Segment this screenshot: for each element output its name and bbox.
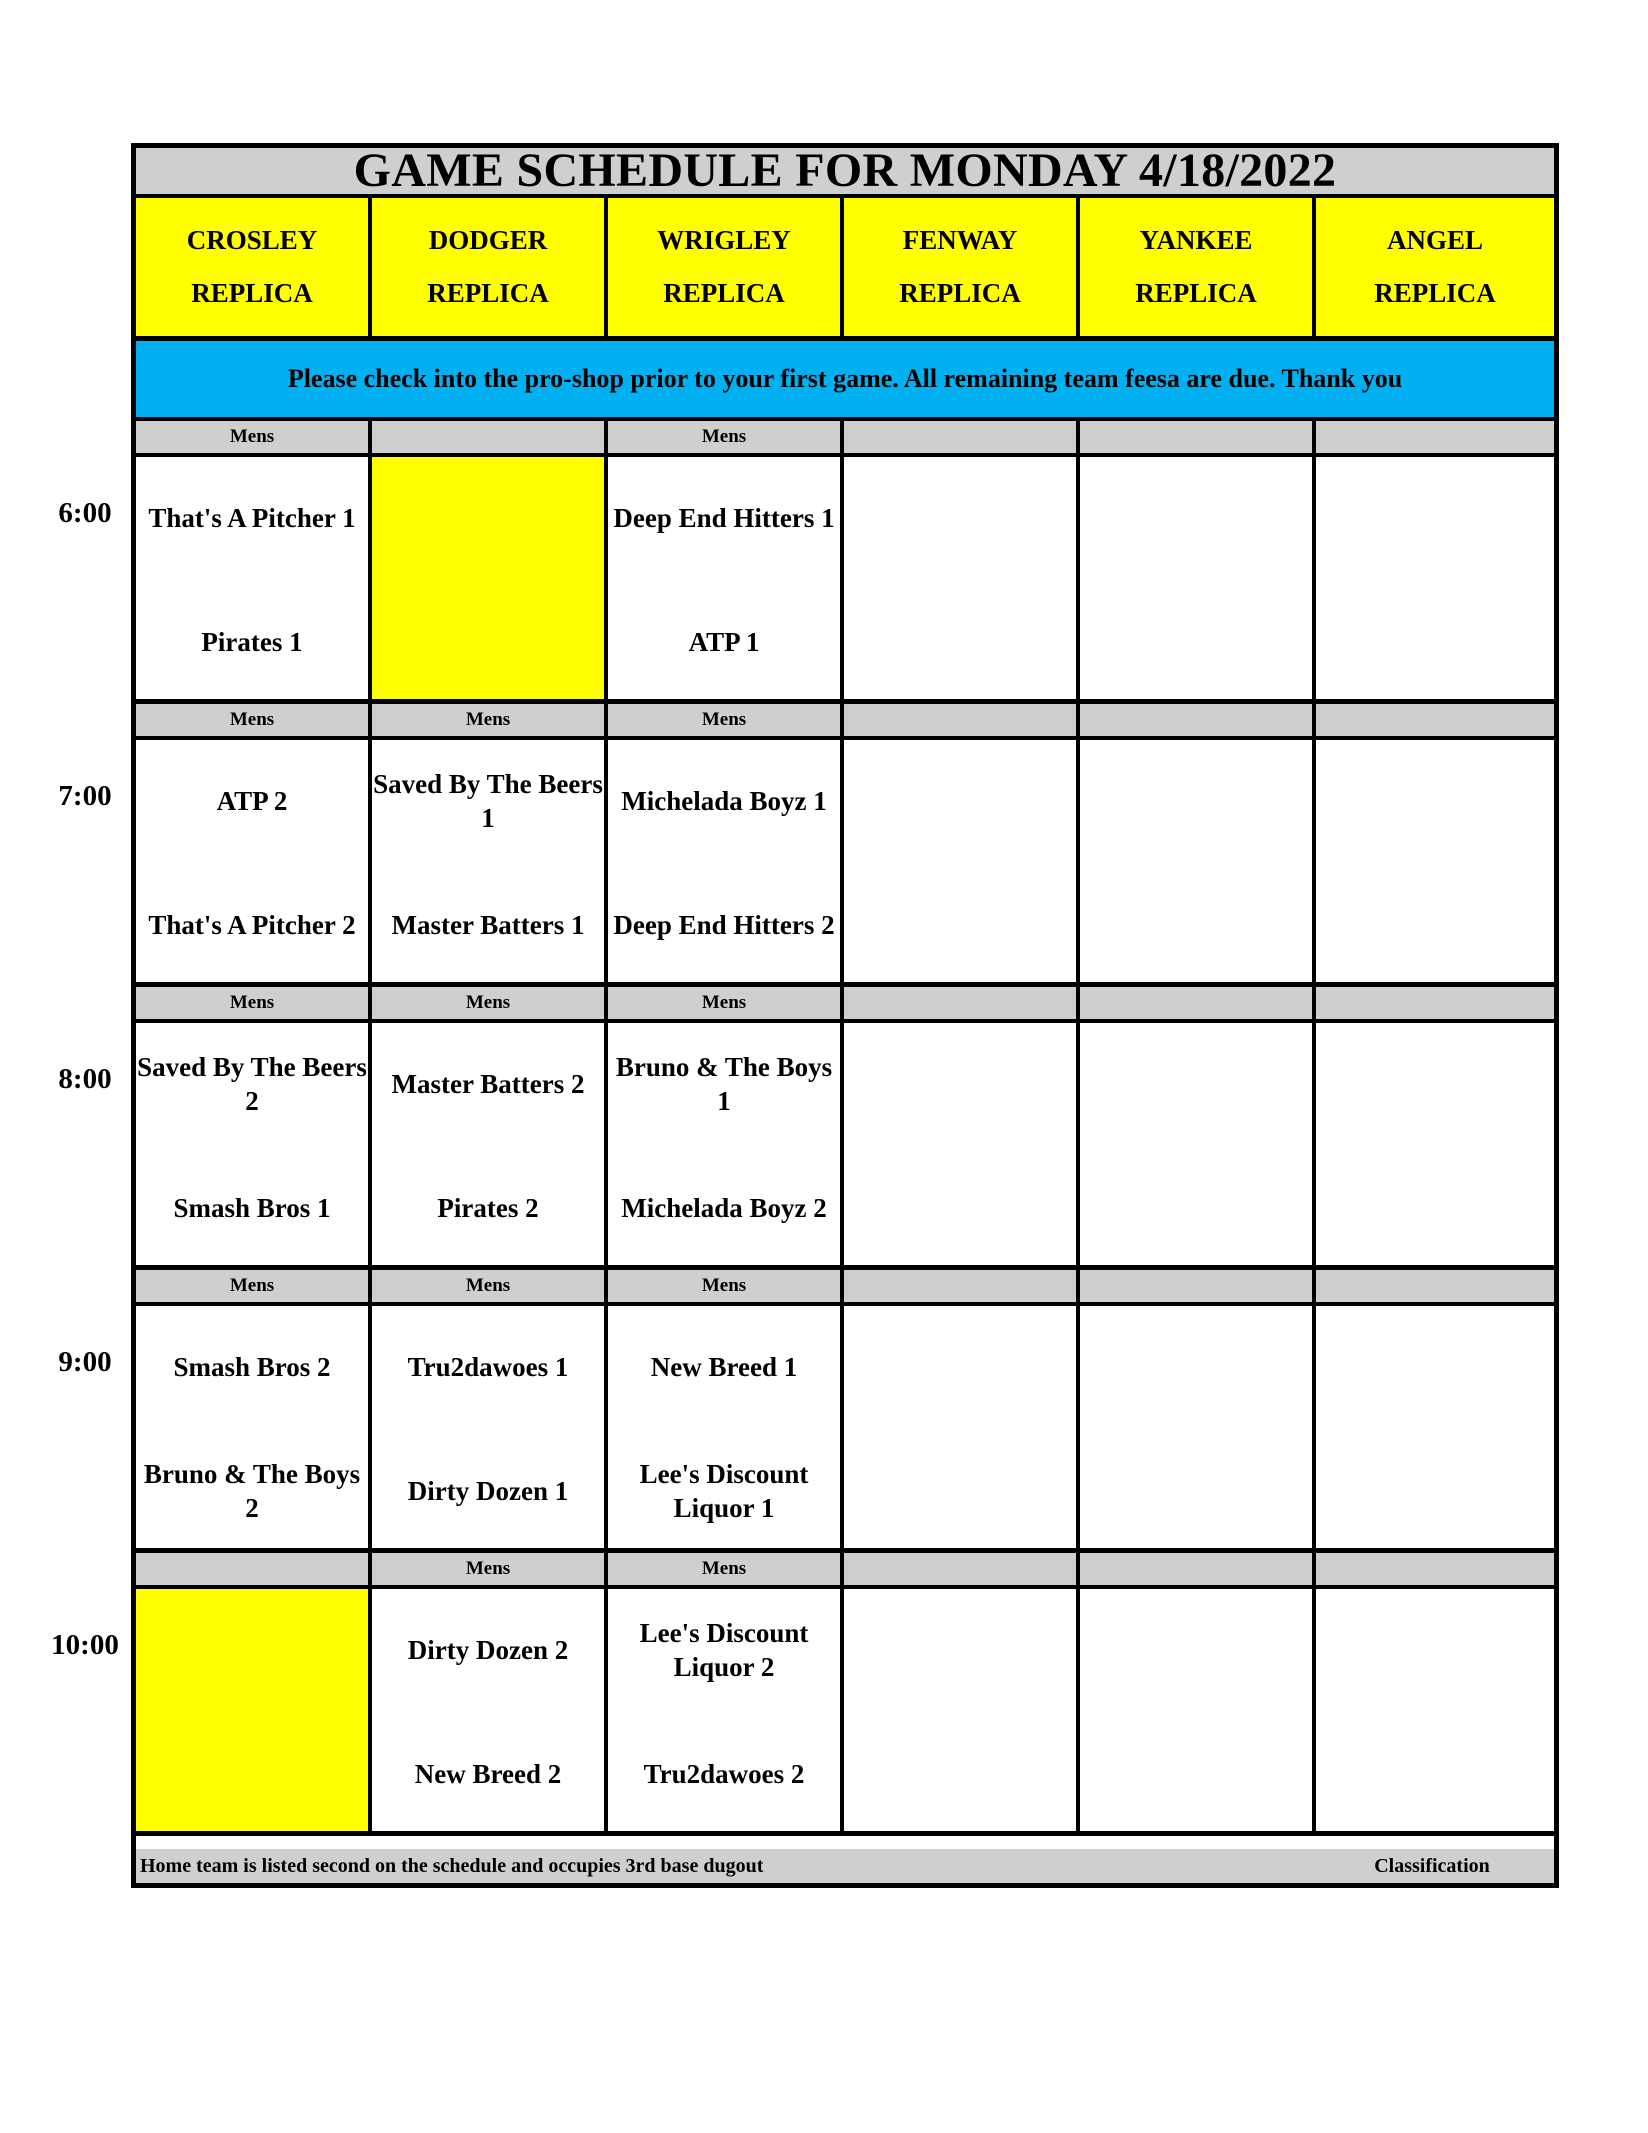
visiting-team — [1080, 746, 1312, 856]
field-header-dodger — [372, 198, 608, 336]
visiting-team — [1316, 746, 1554, 856]
classification-cell — [1316, 704, 1554, 736]
classification-cell: Mens — [608, 1270, 844, 1302]
home-team — [844, 587, 1076, 697]
home-team — [136, 870, 368, 980]
classification-cell — [372, 421, 608, 453]
visiting-team — [844, 746, 1076, 856]
time-slot — [136, 1270, 1554, 1553]
game-cell — [844, 1589, 1080, 1831]
game-cell — [1316, 740, 1554, 982]
visiting-team — [136, 463, 368, 573]
visiting-team — [136, 1595, 368, 1705]
visiting-team-name: Saved By The Beers 2 — [137, 1052, 367, 1116]
game-cell — [372, 1023, 608, 1265]
home-team — [1316, 870, 1554, 980]
home-team — [608, 870, 840, 980]
home-team — [844, 1153, 1076, 1263]
visiting-team — [1316, 1595, 1554, 1705]
visiting-team — [136, 1312, 368, 1422]
visiting-team — [1080, 1595, 1312, 1705]
games-row — [136, 740, 1554, 987]
field-header-wrigley — [608, 198, 844, 336]
classification-cell: Mens — [608, 704, 844, 736]
field-header-yankee — [1080, 198, 1316, 336]
game-cell — [136, 457, 372, 699]
classification-cell: Mens — [608, 421, 844, 453]
visiting-team — [372, 1312, 604, 1422]
field-name: CROSLEY — [186, 225, 318, 255]
games-row — [136, 457, 1554, 704]
game-cell — [372, 740, 608, 982]
games-row — [136, 1023, 1554, 1270]
schedule-sheet — [131, 143, 1559, 1888]
visiting-team — [1080, 463, 1312, 573]
time-slot — [136, 421, 1554, 704]
game-cell — [136, 1589, 372, 1831]
game-cell — [1316, 457, 1554, 699]
game-cell — [844, 457, 1080, 699]
classification-cell: Mens — [372, 704, 608, 736]
home-team — [608, 1153, 840, 1263]
game-cell — [1080, 1023, 1316, 1265]
games-row — [136, 1589, 1554, 1836]
classification-row — [136, 1270, 1554, 1306]
home-team — [1080, 587, 1312, 697]
time-label: 6:00 — [58, 497, 112, 529]
home-team — [1080, 1153, 1312, 1263]
home-team — [372, 870, 604, 980]
field-name: DODGER — [428, 225, 548, 255]
classification-cell — [844, 1553, 1080, 1585]
classification-cell — [1080, 421, 1316, 453]
home-team — [1316, 1153, 1554, 1263]
home-team — [372, 587, 604, 697]
visiting-team-name: Michelada Boyz 1 — [621, 786, 827, 816]
game-cell — [372, 1306, 608, 1548]
visiting-team — [608, 1595, 840, 1705]
game-cell — [1080, 457, 1316, 699]
game-cell — [608, 1589, 844, 1831]
visiting-team-name: That's A Pitcher 1 — [148, 503, 356, 533]
visiting-team — [1080, 1312, 1312, 1422]
classification-cell: Mens — [372, 1553, 608, 1585]
classification-cell — [1316, 987, 1554, 1019]
home-team-name: Master Batters 1 — [391, 910, 585, 940]
classification-cell: Mens — [136, 987, 372, 1019]
visiting-team — [372, 463, 604, 573]
home-team — [1316, 1719, 1554, 1829]
visiting-team — [608, 746, 840, 856]
title-bar — [136, 144, 1554, 198]
classification-cell — [1080, 1270, 1316, 1302]
visiting-team-name: Tru2dawoes 1 — [407, 1352, 569, 1382]
visiting-team — [844, 463, 1076, 573]
classification-cell — [1316, 1553, 1554, 1585]
classification-cell: Mens — [608, 987, 844, 1019]
game-cell — [608, 1023, 844, 1265]
field-name: ANGEL — [1386, 225, 1484, 255]
classification-cell — [844, 1270, 1080, 1302]
classification-cell: Mens — [372, 987, 608, 1019]
game-cell — [136, 1306, 372, 1548]
home-team — [136, 1153, 368, 1263]
game-cell — [844, 1023, 1080, 1265]
game-cell — [136, 740, 372, 982]
visiting-team — [1316, 463, 1554, 573]
game-cell — [1316, 1023, 1554, 1265]
game-cell — [1316, 1589, 1554, 1831]
field-name: WRIGLEY — [657, 225, 791, 255]
field-type: REPLICA — [1135, 278, 1257, 308]
game-cell — [1080, 1589, 1316, 1831]
field-type: REPLICA — [1374, 278, 1496, 308]
visiting-team — [844, 1595, 1076, 1705]
game-cell — [844, 740, 1080, 982]
home-team-name: Smash Bros 1 — [173, 1193, 331, 1223]
game-cell — [372, 457, 608, 699]
classification-cell — [844, 421, 1080, 453]
visiting-team-name: Lee's Discount Liquor 2 — [639, 1618, 809, 1682]
visiting-team — [136, 746, 368, 856]
classification-cell: Mens — [608, 1553, 844, 1585]
visiting-team-name: New Breed 1 — [650, 1352, 798, 1382]
game-cell — [608, 740, 844, 982]
field-name: YANKEE — [1139, 225, 1253, 255]
classification-cell — [844, 704, 1080, 736]
visiting-team — [608, 1312, 840, 1422]
home-team — [1080, 1436, 1312, 1546]
home-team — [372, 1436, 604, 1546]
page-title: GAME SCHEDULE FOR MONDAY 4/18/2022 — [353, 144, 1337, 197]
home-team — [1316, 1436, 1554, 1546]
home-team — [1080, 1719, 1312, 1829]
time-slot — [136, 987, 1554, 1270]
time-label: 8:00 — [58, 1063, 112, 1095]
classification-row — [136, 704, 1554, 740]
classification-row — [136, 421, 1554, 457]
home-team — [608, 587, 840, 697]
classification-row — [136, 1553, 1554, 1589]
home-team-name: Tru2dawoes 2 — [643, 1759, 805, 1789]
field-header-angel — [1316, 198, 1554, 336]
field-type: REPLICA — [427, 278, 549, 308]
game-cell — [1080, 740, 1316, 982]
classification-cell — [1316, 421, 1554, 453]
visiting-team — [372, 1029, 604, 1139]
footer-note: Home team is listed second on the schedule and occupies 3rd base dugout — [140, 1854, 764, 1877]
visiting-team — [136, 1029, 368, 1139]
time-slot — [136, 1553, 1554, 1836]
visiting-team — [372, 1595, 604, 1705]
visiting-team-name: Deep End Hitters 1 — [613, 503, 835, 533]
visiting-team-name: Smash Bros 2 — [173, 1352, 331, 1382]
field-header-fenway — [844, 198, 1080, 336]
home-team-name: Bruno & The Boys 2 — [143, 1459, 361, 1523]
game-cell — [608, 457, 844, 699]
home-team-name: Lee's Discount Liquor 1 — [639, 1459, 809, 1523]
home-team-name: Dirty Dozen 1 — [407, 1476, 569, 1506]
time-label: 10:00 — [51, 1629, 119, 1661]
field-type: REPLICA — [899, 278, 1021, 308]
visiting-team — [608, 463, 840, 573]
classification-cell — [1080, 1553, 1316, 1585]
home-team — [844, 870, 1076, 980]
visiting-team — [844, 1029, 1076, 1139]
visiting-team — [372, 746, 604, 856]
classification-cell — [1080, 704, 1316, 736]
classification-cell — [136, 1553, 372, 1585]
home-team-name: New Breed 2 — [414, 1759, 562, 1789]
home-team — [1316, 587, 1554, 697]
classification-cell — [1080, 987, 1316, 1019]
classification-label: Classification — [1374, 1854, 1490, 1877]
field-type: REPLICA — [191, 278, 313, 308]
classification-cell: Mens — [136, 704, 372, 736]
home-team — [136, 1436, 368, 1546]
footer-bar — [136, 1849, 1554, 1883]
visiting-team — [608, 1029, 840, 1139]
home-team-name: ATP 1 — [688, 627, 760, 657]
field-type: REPLICA — [663, 278, 785, 308]
visiting-team — [1316, 1312, 1554, 1422]
home-team — [1080, 870, 1312, 980]
home-team-name: Deep End Hitters 2 — [613, 910, 835, 940]
time-slot — [136, 704, 1554, 987]
visiting-team-name: ATP 2 — [216, 786, 288, 816]
time-label: 7:00 — [58, 780, 112, 812]
field-header-crosley — [136, 198, 372, 336]
classification-cell: Mens — [372, 1270, 608, 1302]
visiting-team-name: Bruno & The Boys 1 — [615, 1052, 833, 1116]
visiting-team — [1316, 1029, 1554, 1139]
home-team-name: Pirates 1 — [201, 627, 303, 657]
game-cell — [1316, 1306, 1554, 1548]
classification-cell: Mens — [136, 1270, 372, 1302]
classification-cell — [844, 987, 1080, 1019]
home-team — [136, 1719, 368, 1829]
home-team — [136, 587, 368, 697]
visiting-team — [1080, 1029, 1312, 1139]
notice-text: Please check into the pro-shop prior to your first game. All remaining team feesa are due. Thank you — [287, 364, 1403, 393]
visiting-team-name: Master Batters 2 — [391, 1069, 585, 1099]
game-cell — [372, 1589, 608, 1831]
game-cell — [844, 1306, 1080, 1548]
field-name: FENWAY — [902, 225, 1018, 255]
home-team-name: Michelada Boyz 2 — [621, 1193, 827, 1223]
game-cell — [1080, 1306, 1316, 1548]
visiting-team — [844, 1312, 1076, 1422]
game-cell — [136, 1023, 372, 1265]
games-row — [136, 1306, 1554, 1553]
classification-row — [136, 987, 1554, 1023]
home-team — [372, 1719, 604, 1829]
home-team-name: That's A Pitcher 2 — [148, 910, 356, 940]
time-label: 9:00 — [58, 1346, 112, 1378]
home-team — [608, 1436, 840, 1546]
classification-cell: Mens — [136, 421, 372, 453]
game-cell — [608, 1306, 844, 1548]
home-team — [844, 1719, 1076, 1829]
notice-banner — [136, 341, 1554, 421]
home-team — [844, 1436, 1076, 1546]
classification-cell — [1316, 1270, 1554, 1302]
home-team-name: Pirates 2 — [437, 1193, 539, 1223]
visiting-team-name: Saved By The Beers 1 — [373, 769, 603, 833]
visiting-team-name: Dirty Dozen 2 — [407, 1635, 569, 1665]
home-team — [372, 1153, 604, 1263]
field-header-row — [136, 198, 1554, 341]
home-team — [608, 1719, 840, 1829]
